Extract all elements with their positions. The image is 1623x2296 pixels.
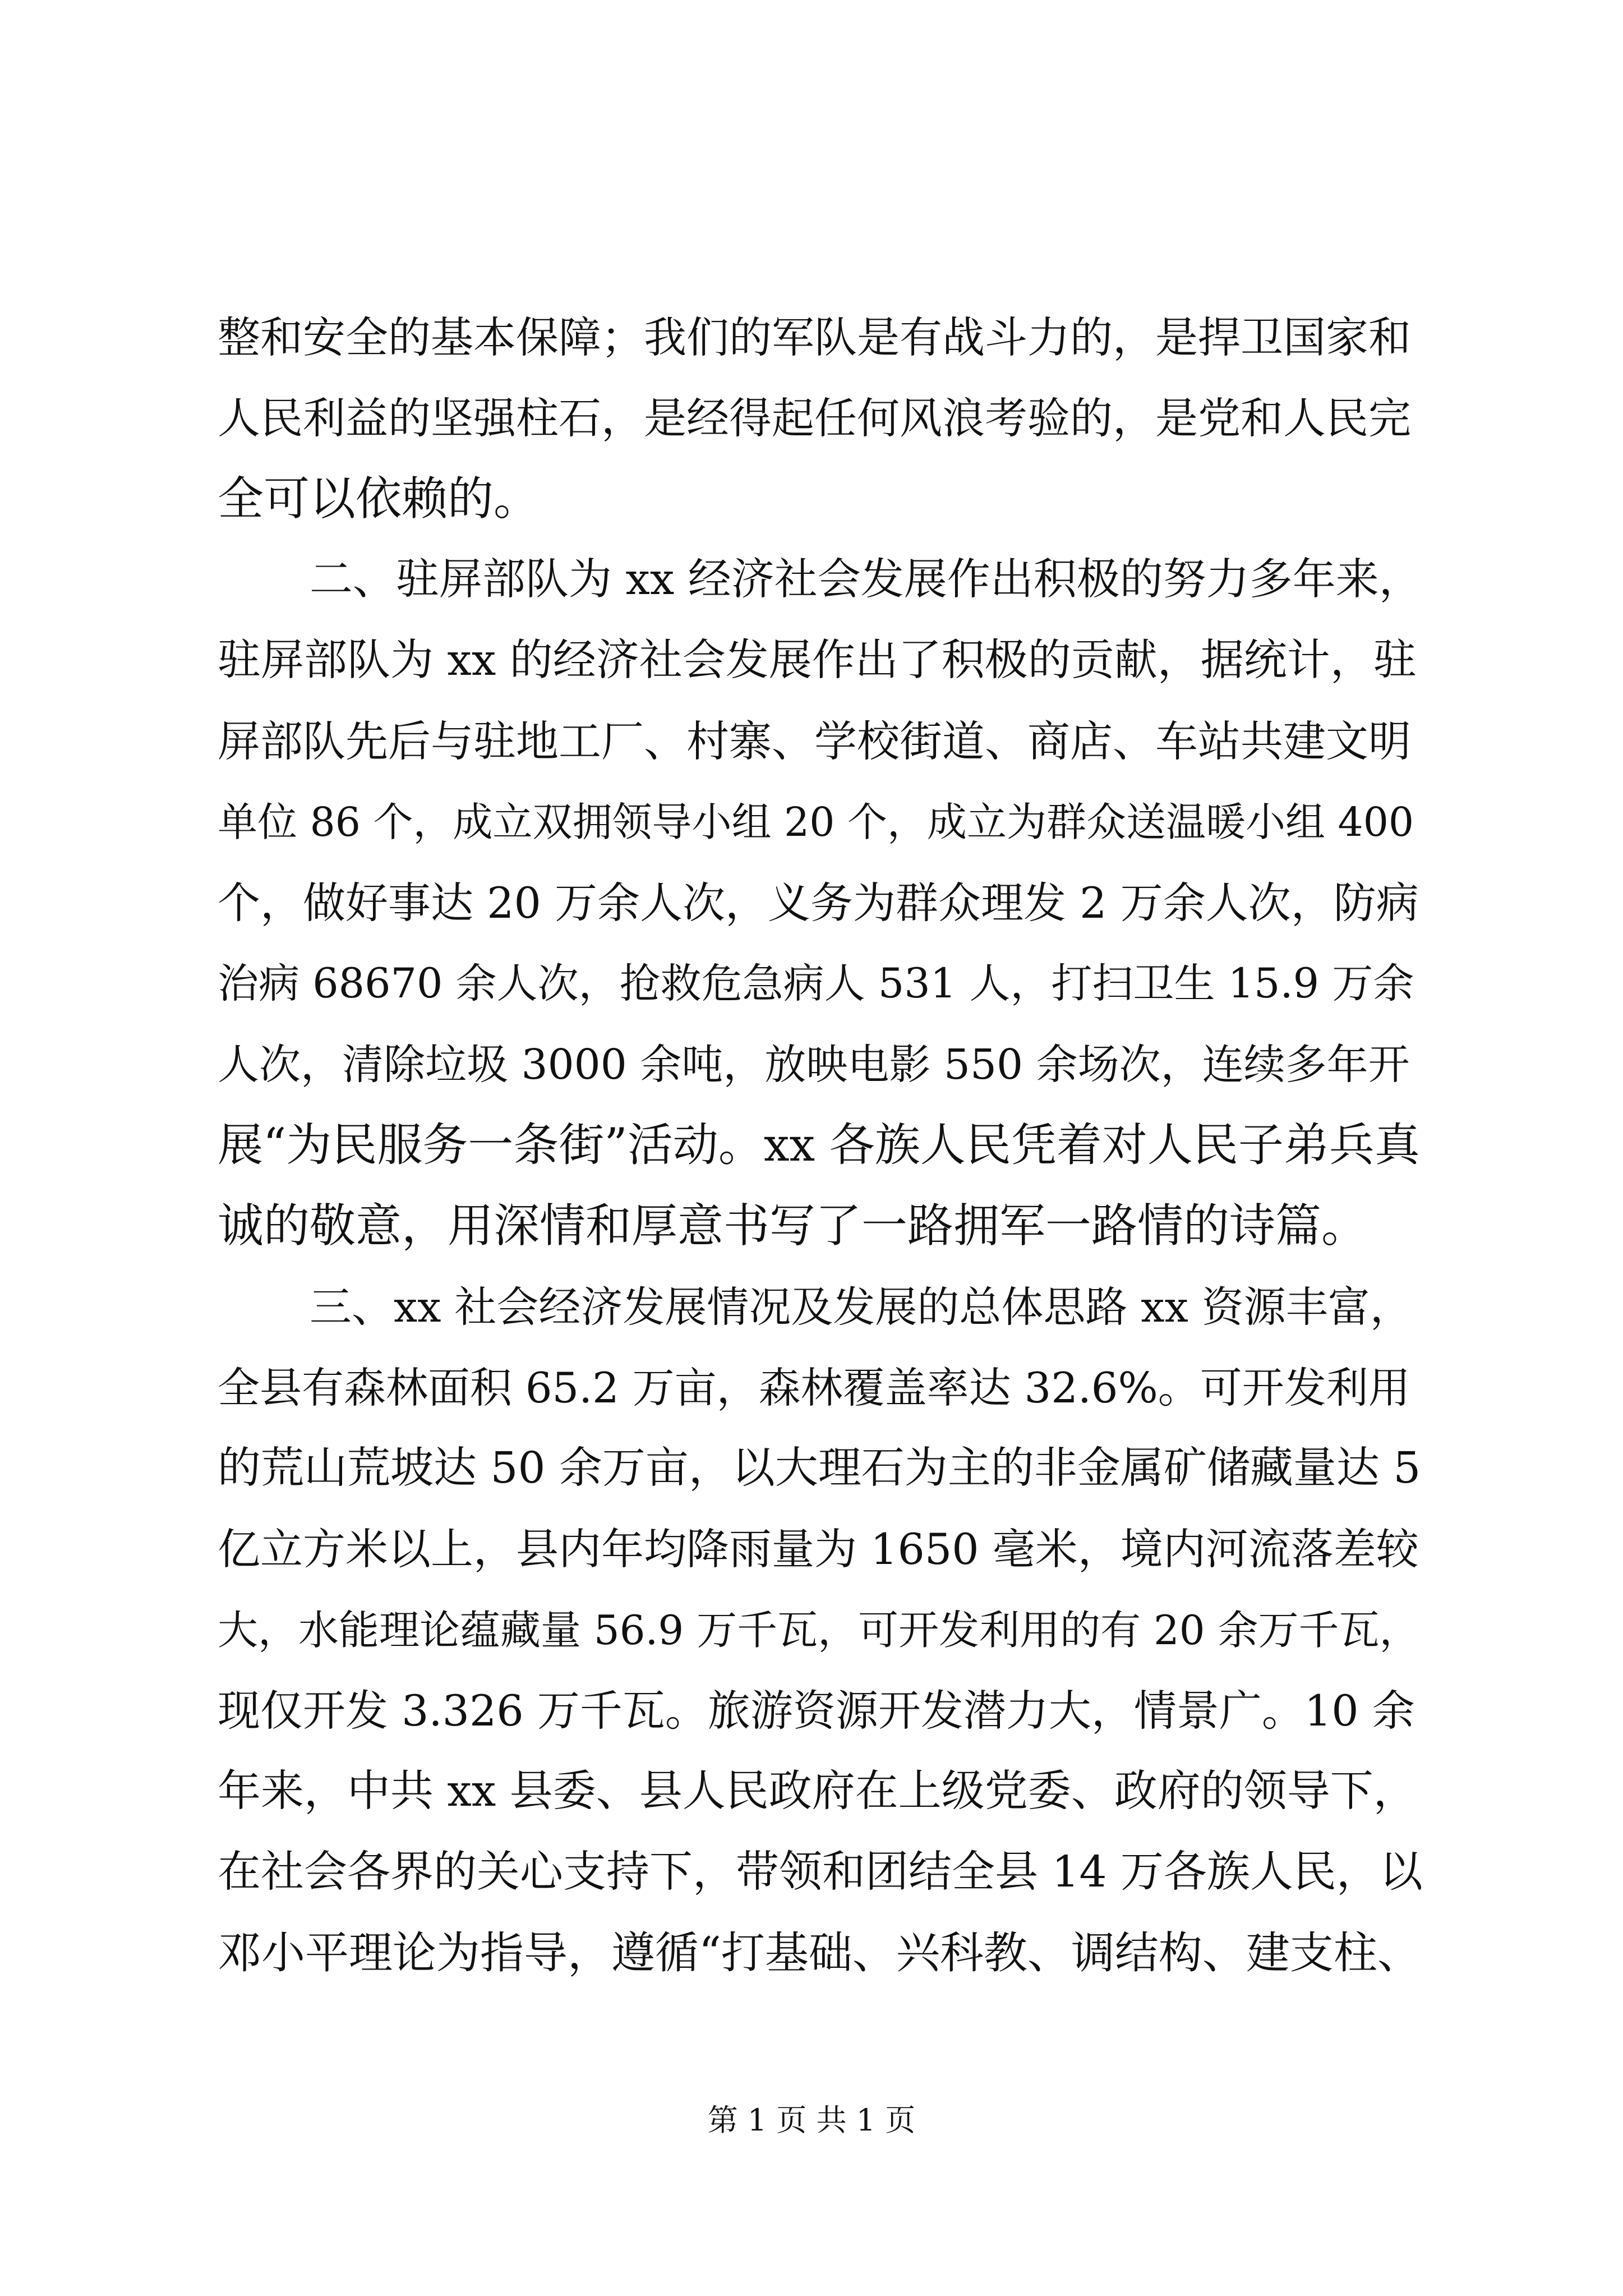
text-line: 展“为民服务一条街”活动。xx 各族人民凭着对人民子弟兵真 <box>218 1119 1420 1172</box>
text-line: 驻屏部队为 xx 的经济社会发展作出了积极的贡献，据统计，驻 <box>218 636 1417 685</box>
paragraph-first-line: 二、驻屏部队为 xx 经济社会发展作出积极的努力多年来， <box>310 555 1422 605</box>
text-line: 治病 68670 余人次，抢救危急病人 531 人，打扫卫生 15.9 万余 <box>218 960 1414 1007</box>
text-line: 全县有森林面积 65.2 万亩，森林覆盖率达 32.6%。可开发利用 <box>218 1363 1410 1412</box>
text-line: 年来，中共 xx 县委、县人民政府在上级党委、政府的领导下， <box>218 1766 1417 1816</box>
paragraph-first-line: 三、xx 社会经济发展情况及发展的总体思路 xx 资源丰富， <box>310 1282 1412 1332</box>
text-line: 人次，清除垃圾 3000 余吨，放映电影 550 余场次，连续多年开 <box>218 1041 1410 1089</box>
page-number-label: 第 1 页 共 1 页 <box>707 2102 916 2138</box>
text-line: 现仅开发 3.326 万千瓦。旅游资源开发潜力大，情景广。10 余 <box>218 1686 1415 1736</box>
text-line: 诚的敬意，用深情和厚意书写了一路拥军一路情的诗篇。 <box>218 1199 1368 1253</box>
text-line: 邓小平理论为指导，遵循“打基础、兴科教、调结构、建支柱、 <box>218 1928 1421 1978</box>
text-line: 全可以依赖的。 <box>218 472 540 526</box>
text-line: 人民利益的坚强柱石，是经得起任何风浪考验的，是党和人民完 <box>218 393 1411 443</box>
text-line: 在社会各界的关心支持下，带领和团结全县 14 万各族人民，以 <box>218 1847 1423 1897</box>
text-line: 个，做好事达 20 万余人次，义务为群众理发 2 万余人次，防病 <box>218 878 1419 928</box>
text-line: 大，水能理论蕴藏量 56.9 万千瓦，可开发利用的有 20 余万千瓦， <box>218 1607 1420 1654</box>
text-line: 的荒山荒坡达 50 余万亩，以大理石为主的非金属矿储藏量达 5 <box>218 1443 1421 1493</box>
text-line: 整和安全的基本保障；我们的军队是有战斗力的，是捍卫国家和 <box>218 312 1411 362</box>
text-line: 屏部队先后与驻地工厂、村寨、学校街道、商店、车站共建文明 <box>218 716 1411 766</box>
text-line: 亿立方米以上，县内年均降雨量为 1650 毫米，境内河流落差较 <box>218 1524 1419 1574</box>
page-footer <box>0 2098 1623 2143</box>
text-line: 单位 86 个，成立双拥领导小组 20 个，成立为群众送温暖小组 400 <box>218 799 1414 845</box>
